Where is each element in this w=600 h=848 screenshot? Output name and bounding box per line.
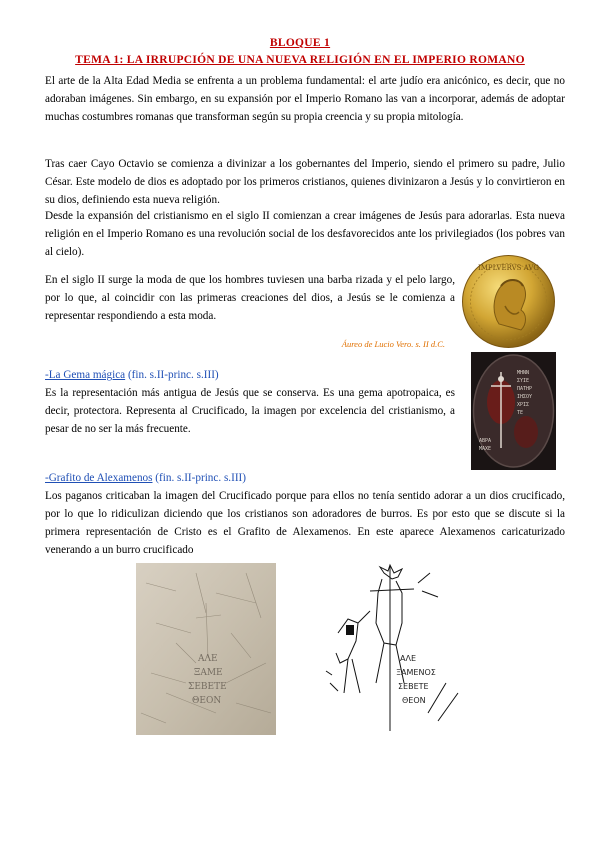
coin-caption: Áureo de Lucio Vero. s. II d.C. [341, 339, 445, 349]
svg-text:ΧΡΙΣ: ΧΡΙΣ [517, 402, 530, 408]
svg-text:ΣΥΙΕ: ΣΥΙΕ [517, 378, 530, 384]
coin-image [461, 254, 556, 349]
grafito-text: Los paganos criticaban la imagen del Crucificado porque para ellos no tenía sentido adorar a un dios crucificado, por lo que lo ridiculizan diciendo que los cristianos son adoradores de burros. Es por esto que se discute si la primera representación de Cristo es el Grafito de Alexamenos. En este aparece Alexamenos caricaturizado venerando a un burro crucificado [45, 490, 565, 556]
svg-text:ΞΑΜΕΝΟΣ: ΞΑΜΕΝΟΣ [396, 668, 436, 677]
svg-text:MHNN: MHNN [517, 370, 530, 376]
gema-date: (fin. s.II-princ. s.III) [125, 369, 219, 381]
svg-text:ΑΒΡΑ: ΑΒΡΑ [479, 438, 492, 444]
svg-text:ΘΕΟΝ: ΘΕΟΝ [192, 696, 222, 706]
gema-link[interactable]: -La Gema mágica [45, 369, 126, 381]
paragraph-barba: En el siglo II surge la moda de que los hombres tuviesen una barba rizada y el pelo largo, por lo que, al coincidir con las primeras creaciones del dios, a Jesús se le comienza a representar respondiendo a esta moda. [45, 274, 455, 322]
svg-text:ΠΑΤΗΡ: ΠΑΤΗΡ [517, 386, 533, 392]
graffiti-drawing [318, 563, 468, 733]
paragraph-divinizacion: Tras caer Cayo Octavio se comienza a divinizar a los gobernantes del Imperio, siendo el primero su padre, Julio César. Este modelo de dios es adoptado por los primeros cristianos, quienes divinizaron a Jesús y lo convirtieron en su dios, definiendo esta nueva religión. [45, 158, 565, 206]
bloque-heading: BLOQUE 1 [269, 37, 331, 49]
svg-text:ΙΗΣΟΥ: ΙΗΣΟΥ [517, 394, 533, 400]
svg-text:ΑΛΕ: ΑΛΕ [400, 654, 416, 663]
grafito-date: (fin. s.II-princ. s.III) [152, 472, 247, 484]
svg-text:ΤΕ: ΤΕ [517, 410, 524, 416]
gem-image [471, 352, 556, 470]
svg-text:ΘΕΟΝ: ΘΕΟΝ [402, 696, 426, 705]
paragraph-intro: El arte de la Alta Edad Media se enfrenta a un problema fundamental: el arte judío era anicónico, es decir, que no adoraban imágenes. Sin embargo, en su expansión por el Imperio Romano las van a incorporar, además de adoptar muchas costumbres romanas que transforman según su propia creencia y su propia mitología. [45, 75, 565, 123]
graffiti-photo [136, 563, 276, 735]
grafito-heading [45, 469, 565, 487]
svg-text:ΜΑΧΕ: ΜΑΧΕ [479, 446, 492, 452]
svg-text:ΣΕΒΕΤΕ: ΣΕΒΕΤΕ [398, 682, 429, 691]
svg-text:ΑΛΕ: ΑΛΕ [198, 654, 218, 664]
grafito-link[interactable]: -Grafito de Alexamenos [45, 472, 153, 484]
gema-text: Es la representación más antigua de Jesús que se conserva. Es una gema apotropaica, es decir, protectora. Representa al Crucificado, la imagen por excelencia del cristianismo, a pesar de no ser la más frecuente. [45, 387, 455, 435]
tema-heading: TEMA 1: LA IRRUPCIÓN DE UNA NUEVA RELIGIÓN EN EL IMPERIO ROMANO [75, 54, 525, 66]
paragraph-cristianismo: Desde la expansión del cristianismo en el siglo II comienzan a crear imágenes de Jesús para adorarlas. Esta nueva religión en el Imperio Romano es una revolución social de los desfavorecidos ante los privilegiados (los pobres van al cielo). [45, 210, 565, 258]
gema-heading [45, 366, 455, 384]
svg-text:IMPLVERVS AVG: IMPLVERVS AVG [477, 264, 540, 272]
svg-text:ΣΕΒΕΤΕ: ΣΕΒΕΤΕ [188, 682, 227, 692]
svg-text:ΞΑΜΕ: ΞΑΜΕ [194, 668, 223, 678]
